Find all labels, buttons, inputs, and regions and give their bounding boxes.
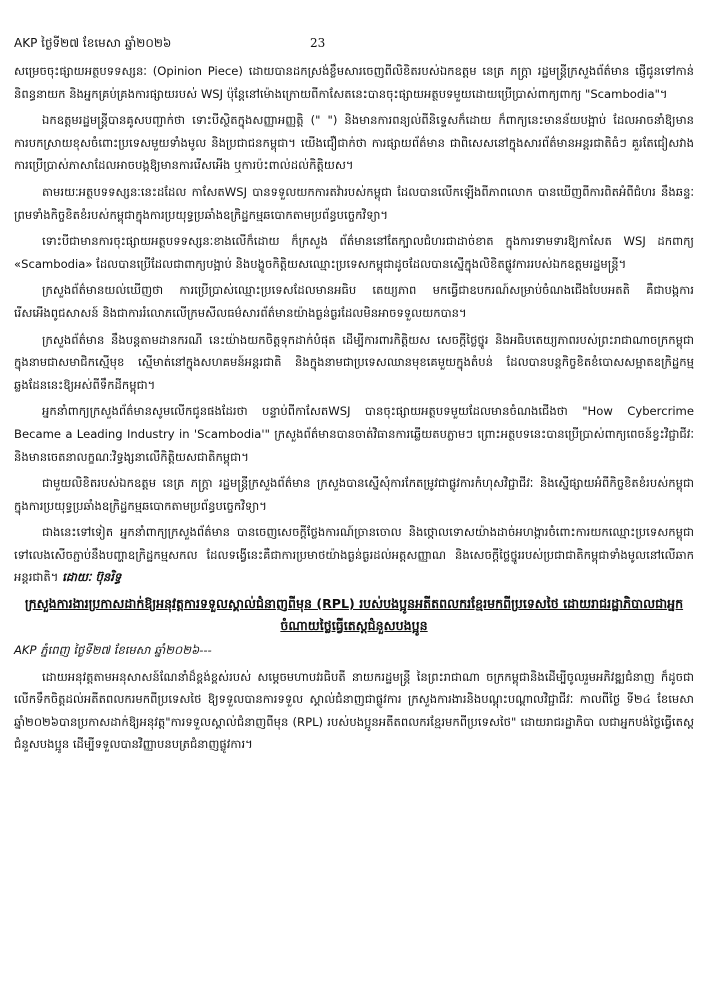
paragraph: ក្រសួងព័ត៌មាន នឹងបន្តតាមដានករណី នេះយ៉ាងយកចិត្តទុកដាក់បំផុត ដើម្បីការពារកិត្តិយស សេចក្តីថ្លៃថ្នូរ និងអធិបតេយ្យភាពរបស់ព្រះរាជាណាចក្រកម្ពុជា ក្នុងនាមជាសមាជិកស្មើមុខ ស្មើមាត់នៅក្នុងសហគមន៍អន្តរជាតិ និងក្នុងនាមជាប្រទេសឈានមុខគេមួយក្នុងតំបន់ ដែលបានបន្តកិច្ចខិតខំបោសសម្អាតឧក្រិដ្ឋកម្មឆ្លងដែននេះឱ្យអស់ពីទឹកដីកម្ពុជា។ (14, 332, 694, 392)
article-new (14, 593, 694, 756)
page-header (14, 34, 694, 52)
paragraph-with-byline (14, 521, 694, 589)
page-body (14, 60, 694, 760)
paragraph: តាមរយៈអត្ថបទទស្សនៈនេះដដែល កាសែតWSJ បានទទួលយកការតវ៉ារបស់កម្ពុជា ដែលបានលើកឡើងពីភាពលោក បានឃើញពីការពិតអំពីជំហរ នឹងឆន្ទៈព្រមទាំងកិច្ចខិតខំរបស់កម្ពុជាក្នុងការប្រយុទ្ធប្រឆាំងឧក្រិដ្ឋកម្មឆបោកតាមប្រព័ន្ធបច្ចេកវិទ្យា។ (14, 184, 694, 222)
article-continued (14, 60, 694, 589)
paragraph-text: ជាងនេះទៅទៀត អ្នកនាំពាក្យក្រសួងព័ត៌មាន បានចេញសេចក្តីថ្លែងការណ៍ច្រានចោល និងថ្កោលទោសយ៉ាងដាច់អហង្ការចំពោះការយកឈ្មោះប្រទេសកម្ពុជា ទៅលេងសើចភ្ជាប់នឹងបញ្ហាឧក្រិដ្ឋកម្មសកល ដែលទង្វើនេះគឺជាការប្រមាថយ៉ាងធ្ងន់ធ្ងរដល់អត្តសញ្ញាណ និងសេចក្តីថ្លៃថ្នូររបស់ប្រជាជាតិកម្ពុជាទាំងមូលនៅលើឆាកអន្តរជាតិ។ (14, 525, 694, 585)
paragraph: អ្នកនាំពាក្យក្រសួងព័ត៌មានសូមលើកជូនផងដែរថា បន្ទាប់ពីកាសែតWSJ បានចុះផ្សាយអត្ថបទមួយដែលមានចំណងជើងថា "How Cybercrime Became a Leading Industry in 'Scambodia'" ក្រសួងព័ត៌មានបានចាត់វិធានការឆ្លើយតបភ្លាមៗ ព្រោះអត្ថបទនេះបានប្រើប្រាស់ពាក្យពេចន៍ខ្វះវិជ្ជាជីវៈ និងមានចេតនាលក្ខណៈវិទ្ធង្សនាលើកិត្តិយសជាតិកម្ពុជា។ (14, 404, 694, 464)
paragraph: សម្រេចចុះផ្សាយអត្ថបទទស្សនៈ (Opinion Piece) ដោយបានដកស្រង់ខ្លឹមសារចេញពីលិខិតរបស់ឯកឧត្តម នេត្រ ភក្ត្រា រដ្ឋមន្ត្រីក្រសួងព័ត៌មាន ផ្ញើជូនទៅកាន់និពន្ធនាយក និងអ្នកគ្រប់គ្រងការផ្សាយរបស់ WSJ ប៉ុន្តែនៅម៉ោងក្រោយពីកាសែតនេះបានចុះផ្សាយអត្ថបទមួយដោយប្រើប្រាស់ពាក្យពាក្យ "Scambodia"។ (14, 64, 694, 101)
paragraph: ជាមួយលិខិតរបស់ឯកឧត្តម នេត្រ ភក្ត្រា រដ្ឋមន្ត្រីក្រសួងព័ត៌មាន ក្រសួងបានស្នើសុំការកែតម្រូវជាផ្លូវការកំហុសវិជ្ជាជីវៈ និងស្នើផ្សាយអំពីកិច្ចខិតខំរបស់កម្ពុជាក្នុងការប្រយុទ្ធប្រឆាំងឧក្រិដ្ឋកម្មឆបោកតាមប្រព័ន្ធបច្ចេកវិទ្យា។ (14, 476, 694, 513)
paragraph: ដោយអនុវត្តតាមអនុសាសន៍ណែនាំដ៏ខ្ពង់ខ្ពស់របស់ សម្តេចមហាបវរធិបតី នាយករដ្ឋមន្ត្រី នៃព្រះរាជាណា ចក្រកម្ពុជានិងដើម្បីចូលរួមអភិវឌ្ឍជំនាញ ក៏ដូចជាលើកទឹកចិត្តដល់អតីតពលករមកពីប្រទេសថៃ ឱ្យទទួលបានការទទួល ស្គាល់ជំនាញជាផ្លូវការ ក្រសួងការងារនិងបណ្តុះបណ្តាលវិជ្ជាជីវៈ កាលពីថ្ងៃ ទី២៤ ខែមេសា ឆ្នាំ២០២៦បានប្រកាសដាក់ឱ្យអនុវត្ត"ការទទួលស្គាល់ជំនាញពីមុន (RPL) របស់បងប្អូនអតីតពលករខ្មែរមកពីប្រទេសថៃ" ដោយរាជរដ្ឋាភិបា លជាអ្នកបង់ថ្លៃធ្វើតេស្តជំនួសបងប្អូន ដើម្បីទទួលបានវិញ្ញាបនបត្រជំនាញផ្លូវការ។ (14, 669, 694, 752)
paragraph: ទោះបីជាមានការចុះផ្សាយអត្ថបទទស្សនៈខាងលើក៏ដោយ ក៏ក្រសួង ព័ត៌មាននៅតែក្បាលជំហរជាដាច់ខាត ក្នុងការទាមទារឱ្យកាសែត WSJ ដកពាក្យ «Scambodia» ដែលបានប្រើដែលជាពាក្យបង្អាប់ និងបង្ខូចកិត្តិយសឈ្មោះប្រទេសកម្ពុជាដូចដែលបានស្នើក្នុងលិខិតផ្លូវការរបស់ឯកឧត្តមរដ្ឋមន្ត្រី។ (14, 234, 694, 271)
paragraph: ក្រសួងព័ត៌មានយល់ឃើញថា ការប្រើប្រាស់ឈ្មោះប្រទេសដែលមានអធិប តេយ្យភាព មកធ្វើជាឧបករណ៍សម្រាប់ចំណងជើងបែបអតតិ គឺជាបង្កការរើសអើងពូជសាសន៍ និងជាការរំលោភលើក្រមសីលធម៌សារព័ត៌មានយ៉ាងធ្ងន់ធ្ងរដែលមិនអាចទទួលយកបាន។ (14, 283, 694, 320)
dateline: AKP ភ្នំពេញ ថ្ងៃទី២៧ ខែមេសា ឆ្នាំ២០២៦--- (14, 643, 212, 658)
paragraph: ឯកឧត្តមរដ្ឋមន្ត្រីបានគូសបញ្ជាក់ថា ទោះបីស្ថិតក្នុងសញ្ញាអញ្ញត្តិ (" ") និងមានការពន្យល់ពីនិទ្ទេសក៏ដោយ ក៏ពាក្យនេះមានន័យបង្អាប់ ដែលអាចនាំឱ្យមានការបកស្រាយខុសចំពោះប្រទេសមួយទាំងមូល និងប្រជាជនកម្ពុជា។ យើងជឿជាក់ថា ការផ្សាយព័ត៌មាន ជាពិសេសនៅក្នុងសារព័ត៌មានអន្តរជាតិធំៗ គួរតែជៀសវាងការប្រើប្រាស់ភាសាដែលអាចបង្កឱ្យមានការរើសអើង ឬការប៉ះពាល់ដល់កិត្តិយស។ (14, 113, 694, 173)
article-headline: ក្រសួងការងារប្រកាសដាក់ឱ្យអនុវត្តការទទួលស្គាល់ជំនាញពីមុន (RPL) របស់បងប្អូនអតីតពលករខ្មែរមកពីប្រទេសថៃ ដោយរាជរដ្ឋាភិបាលជាអ្នកចំណាយថ្លៃធ្វើតេស្តជំនួសបងប្អូន (24, 596, 684, 634)
header-source-date: AKP ថ្ងៃទី២៧ ខែមេសា ឆ្នាំ២០២៦ (14, 36, 172, 50)
page-number: 23 (310, 36, 326, 50)
byline: ដោយៈ ប៊ុនរិទ្ធ (62, 570, 122, 585)
